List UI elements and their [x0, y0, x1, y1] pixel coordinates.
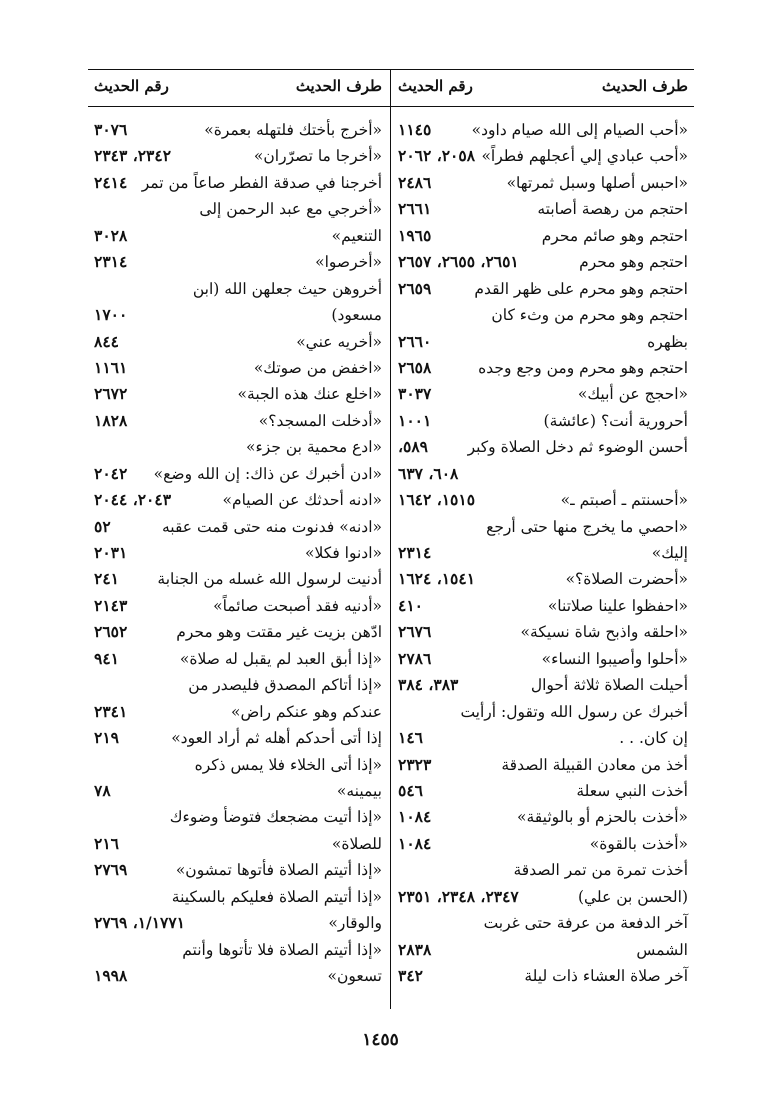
index-entry	[88, 276, 388, 302]
index-entry	[88, 143, 388, 169]
index-entry	[88, 514, 388, 540]
index-entry	[392, 672, 694, 698]
right-column	[392, 69, 694, 1009]
index-entry	[392, 381, 694, 407]
entry-number: ٢٣٢٣	[398, 754, 432, 774]
entry-number: ٢٦٥١، ٢٦٥٥، ٢٦٥٧	[398, 252, 519, 272]
index-entry	[88, 381, 388, 407]
index-entry	[392, 937, 694, 963]
entry-number: ٢٠٤٣، ٢٠٤٤	[94, 490, 172, 510]
entry-text: «ادنه» فدنوت منه حتى قمت عقبه	[161, 517, 382, 536]
entry-text: «إذا أتاكم المصدق فليصدر من	[188, 676, 382, 695]
entry-text: عندكم وهو عنكم راض»	[230, 702, 382, 721]
entry-text: آخر صلاة العشاء ذات ليلة	[524, 967, 688, 985]
entry-text: إليك»	[651, 544, 688, 562]
index-entry	[392, 434, 694, 460]
entry-text: التنعيم»	[331, 226, 382, 245]
entry-text: احتجم وهو محرم من وثء كان	[491, 306, 688, 325]
entry-text: بيمينه»	[336, 781, 382, 800]
index-entry	[392, 963, 694, 989]
index-entry	[392, 804, 694, 830]
index-entry	[88, 223, 388, 249]
entry-number: ٢٦٥٩	[398, 278, 432, 298]
entry-text: إن كان. . .	[619, 729, 688, 748]
index-entry	[88, 725, 388, 751]
column-divider	[390, 69, 391, 1009]
left-header-tarf: طرف الحديث	[295, 77, 382, 95]
entry-text: «اخلع عنك هذه الجبة»	[237, 385, 382, 404]
entry-text: «احلقه واذبح شاة نسيكة»	[520, 623, 688, 642]
entry-text: «ادن أخبرك عن ذاك: إن الله وضع»	[153, 464, 382, 483]
entry-text: «احبس أصلها وسبل ثمرتها»	[506, 173, 688, 192]
entry-text: آخر الدفعة من عرفة حتى غربت	[483, 914, 688, 933]
right-header-raqm: رقم الحديث	[398, 77, 473, 95]
left-column	[88, 69, 388, 1009]
index-entry	[88, 699, 388, 725]
index-entry	[88, 778, 388, 804]
entry-text: أحسن الوضوء ثم دخل الصلاة وكبر	[467, 438, 688, 457]
index-entry	[88, 910, 388, 936]
index-entry	[88, 355, 388, 381]
index-entry	[88, 593, 388, 619]
index-entry	[88, 752, 388, 778]
entry-number: ٢٤٨٦	[398, 172, 432, 192]
entry-text: «إذا أبق العبد لم يقبل له صلاة»	[179, 649, 382, 668]
index-entry	[88, 249, 388, 275]
entry-text: «أحسنتم ـ أصبتم ـ»	[560, 491, 688, 510]
entry-number: ٢٦٧٢	[94, 384, 128, 404]
entry-text: «أحب عبادي إلي أعجلهم فطراً»	[481, 147, 688, 166]
left-entries	[88, 117, 388, 989]
entry-text: «أدنيه فقد أصبحت صائماً»	[213, 596, 382, 615]
index-entry	[392, 884, 694, 910]
entry-number: ١٩٩٨	[94, 966, 128, 985]
entry-number: ١٧٠٠	[94, 305, 128, 325]
entry-text: «أخرصوا»	[315, 253, 382, 272]
index-entry	[392, 725, 694, 751]
entry-number: ١١٦١	[94, 357, 128, 377]
entry-text: مسعود)	[331, 306, 382, 325]
index-entry	[88, 540, 388, 566]
entry-text: أحرورية أنت؟ (عائشة)	[543, 411, 688, 430]
entry-text: «أخرجا ما تصرّران»	[253, 147, 382, 166]
index-entry	[88, 831, 388, 857]
entry-number: ٢٦٦١	[398, 199, 432, 219]
entry-number: ١٥١٥، ١٦٤٢	[398, 490, 476, 510]
entry-number: ٨٤٤	[94, 331, 119, 351]
entry-text: الشمس	[636, 940, 688, 959]
index-entry	[392, 196, 694, 222]
entry-text: «أخرج بأختك فلتهله بعمرة»	[204, 121, 382, 139]
entry-number: ٢١٤٣	[94, 595, 128, 615]
entry-text: ادّهن بزيت غير مقتت وهو محرم	[176, 623, 382, 642]
entry-number: ٢٠٣١	[94, 543, 128, 562]
entry-number: ٣٤٢	[398, 966, 423, 985]
entry-number: ٢٦٦٠	[398, 331, 432, 351]
entry-number: ٢٨٣٨	[398, 939, 432, 959]
entry-text: احتجم وهو محرم ومن وجع وجده	[478, 358, 688, 377]
entry-number: ٢١٦	[94, 833, 119, 853]
entry-number: ١٩٦٥	[398, 225, 432, 245]
index-entry	[88, 170, 388, 196]
entry-text: «إذا أتيتم الصلاة فلا تأتوها وأنتم	[182, 940, 382, 959]
entry-number: ٢٤١٤	[94, 172, 128, 192]
index-entry	[88, 804, 388, 830]
entry-number: ٣٠٣٧	[398, 384, 432, 404]
entry-number: ١٥٤١، ١٦٢٤	[398, 569, 476, 589]
index-entry	[392, 249, 694, 275]
entry-number: ٢٠٥٨، ٢٠٦٢	[398, 146, 476, 166]
entry-text: «احجج عن أبيك»	[577, 385, 688, 404]
entry-text: «أحب الصيام إلى الله صيام داود»	[471, 121, 688, 139]
entry-text: أخبرك عن رسول الله وتقول: أرأيت	[460, 702, 688, 721]
entry-number: ٥٤٦	[398, 780, 423, 800]
index-entry	[392, 699, 694, 725]
entry-text: «إذا أتيتم الصلاة فعليكم بالسكينة	[171, 887, 382, 906]
entry-number: ٥٨٩،	[398, 437, 428, 457]
entry-text: بظهره	[647, 332, 688, 351]
index-entry	[392, 857, 694, 883]
entry-number: ٢١٩	[94, 728, 119, 748]
index-entry	[88, 487, 388, 513]
index-entry	[392, 117, 694, 143]
index-entry	[88, 117, 388, 143]
entry-text: احتجم وهو محرم على ظهر القدم	[474, 279, 688, 298]
entry-number: ٢٣١٤	[94, 252, 128, 272]
index-entry	[392, 143, 694, 169]
index-entry	[88, 566, 388, 592]
entry-number: ١/١٧٧١، ٢٧٦٩	[94, 913, 186, 933]
entry-number: ٥٢	[94, 516, 111, 536]
index-entry	[88, 857, 388, 883]
entry-number: ٢٦٥٨	[398, 357, 432, 377]
entry-number: ٢٧٦٩	[94, 860, 128, 880]
index-entry	[392, 223, 694, 249]
entry-text: «أحلوا وأصيبوا النساء»	[541, 649, 688, 668]
entry-number: ٩٤١	[94, 648, 119, 668]
entry-text: «احفظوا علينا صلاتنا»	[547, 596, 688, 615]
index-entry	[88, 963, 388, 989]
entry-number: ١١٤٥	[398, 120, 432, 139]
entry-number: ١٤٦	[398, 728, 423, 748]
entry-number: ١٨٢٨	[94, 410, 128, 430]
index-entry	[88, 884, 388, 910]
entry-text: (الحسن بن علي)	[577, 887, 688, 906]
index-entry	[392, 461, 694, 487]
entry-text: أخرجنا في صدقة الفطر صاعاً من تمر	[141, 173, 382, 192]
entry-text: للصلاة»	[331, 834, 382, 853]
index-entry	[88, 619, 388, 645]
index-entry	[392, 355, 694, 381]
entry-number: ٤١٠	[398, 595, 423, 615]
entry-number: ٦٠٨، ٦٣٧	[398, 463, 459, 483]
index-entry	[88, 646, 388, 672]
index-entry	[88, 937, 388, 963]
entry-number: ٢٠٤٢	[94, 463, 128, 483]
entry-text: «أخذت بالحزم أو بالوثيقة»	[517, 808, 688, 827]
index-entry	[392, 329, 694, 355]
entry-text: «أخرجي مع عبد الرحمن إلى	[199, 200, 382, 219]
entry-text: إذا أتى أحدكم أهله ثم أراد العود»	[171, 729, 382, 748]
index-entry	[88, 461, 388, 487]
entry-text: «إذا أتى الخلاء فلا يمس ذكره	[194, 755, 382, 774]
entry-text: «إذا أتيت مضجعك فتوضأ وضوءك	[169, 808, 382, 827]
entry-text: «ادع محمية بن جزء»	[246, 438, 382, 457]
index-entry	[88, 302, 388, 328]
right-entries	[392, 117, 694, 989]
entry-text: «أحضرت الصلاة؟»	[565, 570, 688, 589]
entry-text: «احصي ما يخرج منها حتى أرجع	[486, 517, 688, 536]
index-entry	[392, 170, 694, 196]
entry-text: أخذت النبي سعلة	[576, 781, 688, 800]
right-header-tarf: طرف الحديث	[601, 77, 688, 95]
entry-text: احتجم من رهصة أصابته	[537, 200, 688, 219]
index-entry	[392, 276, 694, 302]
entry-text: والوقار»	[328, 914, 382, 933]
index-entry	[392, 752, 694, 778]
entry-text: «اخفض من صوتك»	[253, 358, 382, 377]
entry-number: ٢٣٤١	[94, 701, 128, 721]
entry-text: «أدخلت المسجد؟»	[258, 411, 382, 430]
index-entry	[392, 408, 694, 434]
index-entry	[392, 593, 694, 619]
entry-number: ٢٣٤٧، ٢٣٤٨، ٢٣٥١	[398, 886, 519, 906]
entry-text: أحيلت الصلاة ثلاثة أحوال	[530, 676, 688, 695]
index-entry	[392, 778, 694, 804]
entry-text: «إذا أتيتم الصلاة فأتوها تمشون»	[175, 861, 382, 880]
entry-number: ٢٦٧٦	[398, 622, 432, 642]
index-entry	[392, 566, 694, 592]
entry-text: أدنيت لرسول الله غسله من الجنابة	[157, 570, 382, 589]
entry-number: ١٠٨٤	[398, 833, 432, 853]
entry-text: تسعون»	[327, 967, 382, 985]
entry-number: ١٠٠١	[398, 410, 432, 430]
index-entry	[392, 831, 694, 857]
entry-number: ٢٣١٤	[398, 543, 432, 562]
entry-number: ٢٦٥٢	[94, 622, 128, 642]
index-entry	[392, 302, 694, 328]
entry-number: ٧٨	[94, 780, 111, 800]
entry-text: «أخذت بالقوة»	[589, 834, 688, 853]
index-entry	[88, 329, 388, 355]
entry-number: ٢٧٨٦	[398, 648, 432, 668]
entry-text: أخذت تمرة من تمر الصدقة	[513, 861, 688, 880]
entry-text: أخروهن حيث جعلهن الله (ابن	[192, 279, 382, 298]
entry-number: ١٠٨٤	[398, 807, 432, 827]
entry-text: «ادنوا فكلا»	[305, 544, 382, 562]
index-entry	[392, 619, 694, 645]
index-entry	[88, 672, 388, 698]
entry-number: ٣٠٢٨	[94, 225, 128, 245]
page-number: ١٤٥٥	[362, 1030, 399, 1050]
entry-text: «ادنه أحدثك عن الصيام»	[222, 491, 382, 510]
index-entry	[88, 196, 388, 222]
index-entry	[392, 514, 694, 540]
entry-text: أخذ من معادن القبيلة الصدقة	[501, 755, 688, 774]
index-entry	[88, 434, 388, 460]
entry-number: ٢٣٤٢، ٢٣٤٣	[94, 146, 172, 166]
index-entry	[392, 540, 694, 566]
index-entry	[392, 646, 694, 672]
entry-number: ٢٤١	[94, 569, 119, 589]
entry-text: «أخريه عني»	[296, 332, 382, 351]
index-entry	[88, 408, 388, 434]
index-entry	[392, 910, 694, 936]
index-entry	[392, 487, 694, 513]
entry-number: ٣٨٣، ٣٨٤	[398, 675, 459, 695]
left-header-raqm: رقم الحديث	[94, 77, 169, 95]
entry-text: احتجم وهو محرم	[579, 253, 688, 272]
entry-number: ٣٠٧٦	[94, 120, 128, 139]
entry-text: احتجم وهو صائم محرم	[541, 226, 688, 245]
